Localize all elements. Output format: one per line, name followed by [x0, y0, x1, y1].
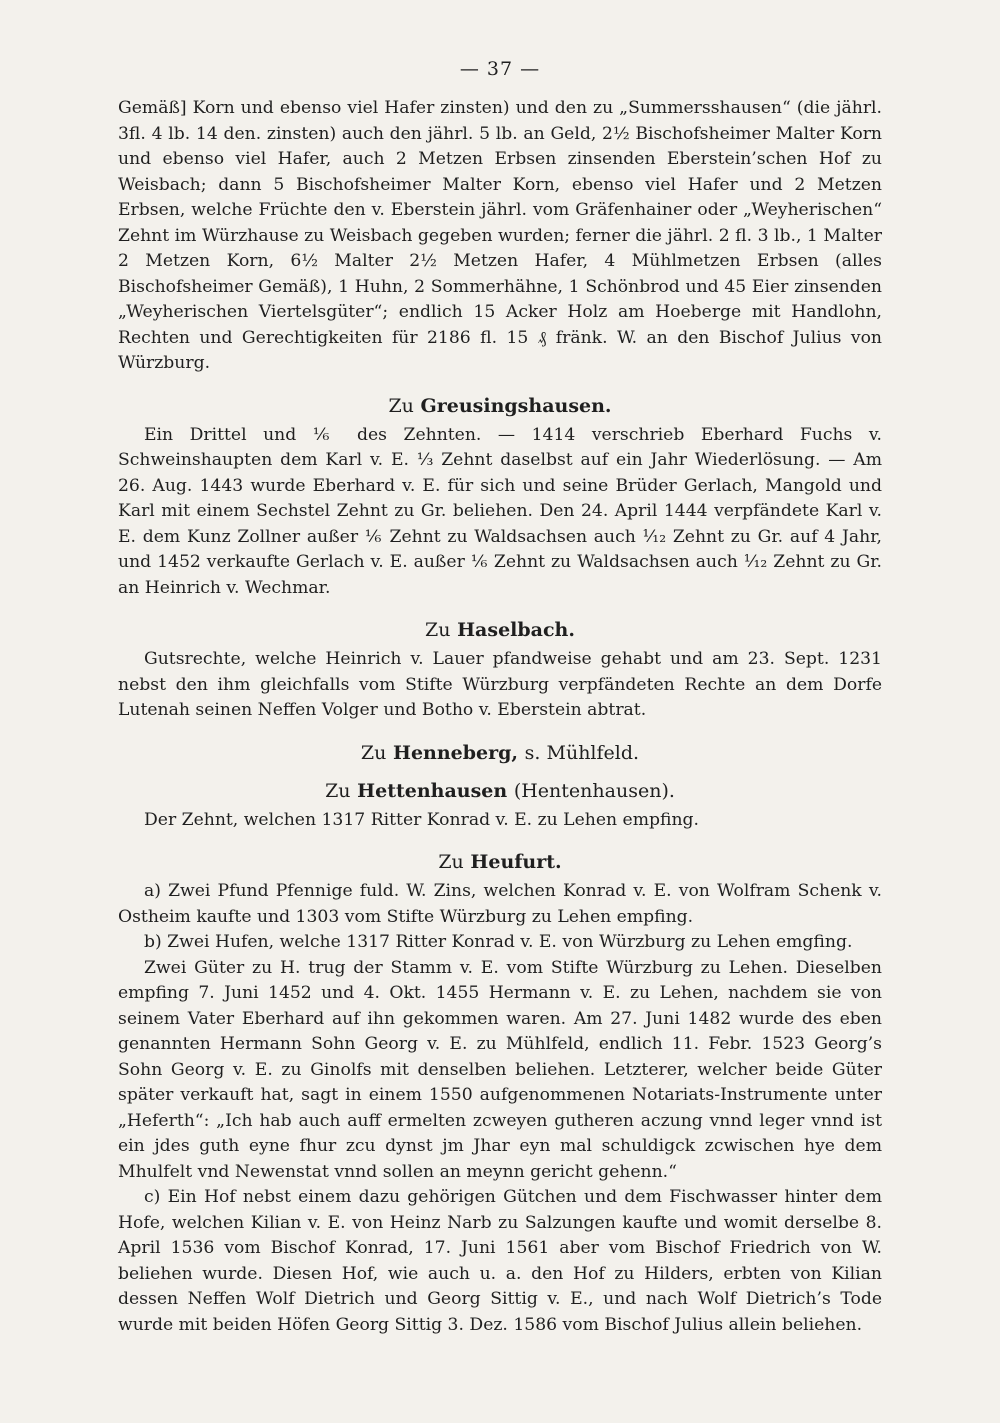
heading-place: Henneberg, — [393, 741, 519, 764]
heading-place: Haselbach. — [457, 619, 575, 641]
haselbach-paragraph: Gutsrechte, welche Heinrich v. Lauer pfandweise gehabt und am 23. Sept. 1231 nebst den ihm gleichfalls vom Stifte Würzburg verpfändeten Rechte an dem Dorfe Lutenah seinen Neffen Volger und Botho v. Eberstein abtrat. — [118, 649, 882, 720]
heading-reference: s. Mühlfeld. — [524, 741, 640, 764]
heading-henneberg — [118, 742, 882, 764]
heading-hettenhausen — [118, 780, 882, 802]
heufurt-item-b: b) Zwei Hufen, welche 1317 Ritter Konrad v. E. von Würzburg zu Lehen emgfing. — [144, 932, 853, 952]
page-number: — 37 — — [459, 58, 541, 80]
heading-lead: Zu — [325, 779, 351, 802]
heading-variant: (Hentenhausen). — [513, 779, 675, 802]
heading-heufurt — [118, 851, 882, 873]
heufurt-item-b-continued: Zwei Güter zu H. trug der Stamm v. E. vom Stifte Würzburg zu Lehen. Dieselben empfing 7. Juni 1452 und 4. Okt. 1455 Hermann v. E. zu Lehen, nachdem sie von seinem Vater Eberhard auf ihn gekommen waren. Am 27. Juni 1482 wurde des eben genannten Hermann Sohn Georg v. E. zu Mühlfeld, endlich 11. Febr. 1523 Georg’s Sohn Georg v. E. zu Ginolfs mit denselben beliehen. Letzterer, welcher beide Güter später verkauft hat, sagt in einem 1550 aufgenommenen Notariats-Instrumente unter „Heferth“: „Ich hab auch auff ermelten zcweyen gutheren aczung vnnd leger vnnd ist ein jdes guth eyne fhur zcu dynst jm Jhar eyn mal schuldigck zcwischen hye dem Mhulfelt vnd Newenstat vnnd sollen an meynn gericht gehenn.“ — [118, 957, 882, 1182]
heading-lead: Zu — [438, 851, 464, 873]
heufurt-item-a: a) Zwei Pfund Pfennige fuld. W. Zins, welchen Konrad v. E. von Wolfram Schenk v. Ostheim kaufte und 1303 vom Stifte Würzburg zu Lehen empfing. — [118, 881, 882, 927]
heading-place: Heufurt. — [470, 851, 562, 873]
heading-place: Greusingshausen. — [420, 394, 612, 417]
hettenhausen-paragraph: Der Zehnt, welchen 1317 Ritter Konrad v. E. zu Lehen empfing. — [144, 809, 700, 830]
intro-paragraph: Gemäß] Korn und ebenso viel Hafer zinsten) und den zu „Summersshausen“ (die jährl. 3fl. 4 lb. 14 den. zinsten) auch den jährl. 5 lb. an Geld, 2½ Bischofsheimer Malter Korn und ebenso viel Hafer, auch 2 Metzen Erbsen zinsenden Eberstein’schen Hof zu Weisbach; dann 5 Bischofsheimer Malter Korn, ebenso viel Hafer und 2 Metzen Erbsen, welche Früchte den v. Eberstein jährl. vom Gräfenhainer oder „Weyherischen“ Zehnt im Würzhause zu Weisbach gegeben wurden; ferner die jährl. 2 fl. 3 lb., 1 Malter 2 Metzen Korn, 6½ Malter 2½ Metzen Hafer, 4 Mühlmetzen Erbsen (alles Bischofsheimer Gemäß), 1 Huhn, 2 Sommerhähne, 1 Schönbrod und 45 Eier zinsenden „Weyherischen Viertelsgüter“; endlich 15 Acker Holz am Hoeberge mit Handlohn, Rechten und Gerechtigkeiten für 2186 fl. 15 ₰ fränk. W. an den Bischof Julius von Würzburg. — [118, 98, 882, 373]
heading-place: Hettenhausen — [357, 779, 508, 802]
heading-haselbach — [118, 619, 882, 641]
greusingshausen-paragraph: Ein Drittel und ⅙ des Zehnten. — 1414 verschrieb Eberhard Fuchs v. Schweinshaupten dem Karl v. E. ⅓ Zehnt daselbst auf ein Jahr Wiederlösung. — Am 26. Aug. 1443 wurde Eberhard v. E. für sich und seine Brüder Gerlach, Mangold und Karl mit einem Sechstel Zehnt zu Gr. beliehen. Den 24. April 1444 verpfändete Karl v. E. dem Kunz Zollner außer ⅙ Zehnt zu Waldsachsen auch ¹⁄₁₂ Zehnt zu Gr. auf 4 Jahr, und 1452 verkaufte Gerlach v. E. außer ⅙ Zehnt zu Waldsachsen auch ¹⁄₁₂ Zehnt zu Gr. an Heinrich v. Wechmar. — [118, 424, 882, 598]
heufurt-item-c: c) Ein Hof nebst einem dazu gehörigen Gütchen und dem Fischwasser hinter dem Hofe, welchen Kilian v. E. von Heinz Narb zu Salzungen kaufte und womit derselbe 8. April 1536 vom Bischof Konrad, 17. Juni 1561 aber vom Bischof Friedrich von W. beliehen wurde. Diesen Hof, wie auch u. a. den Hof zu Hilders, erbten von Kilian dessen Neffen Wolf Dietrich und Georg Sittig v. E., und nach Wolf Dietrich’s Tode wurde mit beiden Höfen Georg Sittig 3. Dez. 1586 vom Bischof Julius allein beliehen. — [118, 1187, 882, 1335]
heading-lead: Zu — [388, 394, 414, 417]
heading-greusingshausen — [118, 395, 882, 417]
heading-lead: Zu — [360, 741, 387, 764]
heading-lead: Zu — [425, 619, 451, 641]
